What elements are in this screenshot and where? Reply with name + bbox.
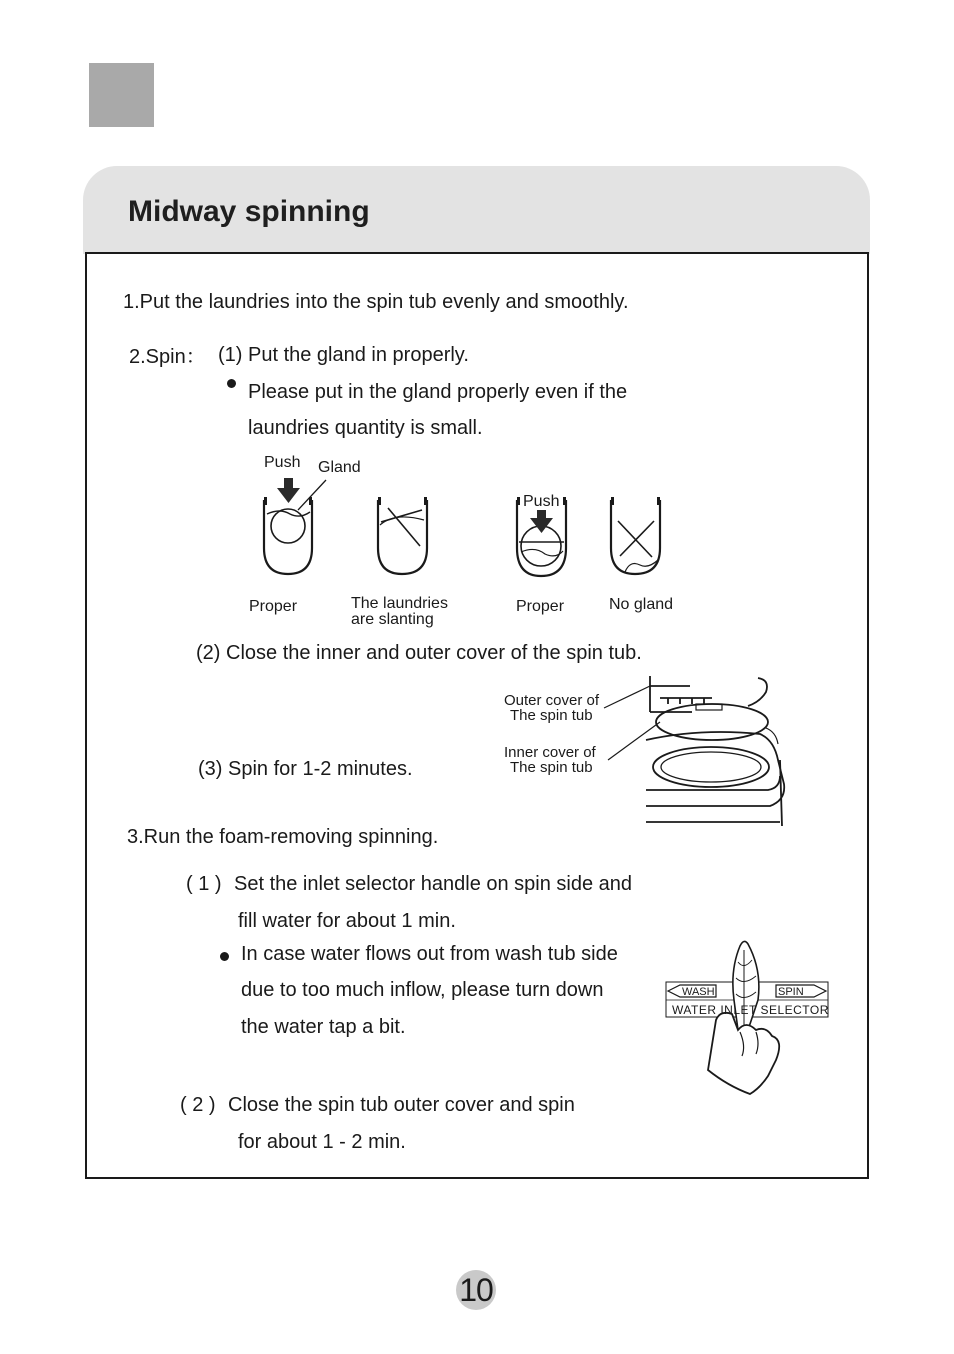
step-3-bullet-line1: In case water flows out from wash tub side <box>241 943 618 965</box>
page-number: 10 <box>459 1272 493 1308</box>
selector-bottom-label: WATER INLET SELECTOR <box>672 1003 829 1017</box>
outer-cover-label-line2: The spin tub <box>510 707 593 724</box>
step-3-sub2-line2: for about 1 - 2 min. <box>238 1131 406 1153</box>
inner-cover-label-line2: The spin tub <box>510 759 593 776</box>
step-3-sub1-line1: Set the inlet selector handle on spin side and <box>234 873 633 895</box>
step-3-sub1-marker: ( 1 ) <box>186 873 222 895</box>
caption-no-gland: No gland <box>609 596 674 613</box>
step-3-bullet-line2: due to too much inflow, please turn down <box>241 979 604 1001</box>
gland-label: Gland <box>318 459 361 476</box>
step-2-label: 2.Spin： <box>129 346 206 368</box>
step-1-text: 1.Put the laundries into the spin tub evenly and smoothly. <box>123 291 629 313</box>
inner-cover-label-line1: Inner cover of <box>504 744 596 761</box>
outer-cover-label-line1: Outer cover of <box>504 692 600 709</box>
selector-wash-label: WASH <box>682 986 715 998</box>
step-3-sub1-line2: fill water for about 1 min. <box>238 910 456 932</box>
caption-slanting-line2: are slanting <box>351 611 434 628</box>
caption-proper: Proper <box>249 598 298 615</box>
push-label: Push <box>264 454 301 471</box>
push-label: Push <box>523 493 560 510</box>
step-2-sub2: (2) Close the inner and outer cover of the spin tub. <box>196 642 642 664</box>
step-2-sub1: (1) Put the gland in properly. <box>218 344 469 366</box>
selector-spin-label: SPIN <box>778 986 804 998</box>
step-3-sub2-line1: Close the spin tub outer cover and spin <box>228 1094 575 1116</box>
step-3-sub2-marker: ( 2 ) <box>180 1094 216 1116</box>
step-3-text: 3.Run the foam-removing spinning. <box>127 826 439 848</box>
step-2-bullet-line1: Please put in the gland properly even if the <box>248 381 628 403</box>
step-3-bullet-line3: the water tap a bit. <box>241 1016 406 1038</box>
caption-proper: Proper <box>516 598 565 615</box>
page-title: Midway spinning <box>128 195 370 228</box>
step-2-bullet-line2: laundries quantity is small. <box>248 417 483 439</box>
caption-slanting-line1: The laundries <box>351 595 448 612</box>
step-2-sub3: (3) Spin for 1-2 minutes. <box>198 758 413 780</box>
